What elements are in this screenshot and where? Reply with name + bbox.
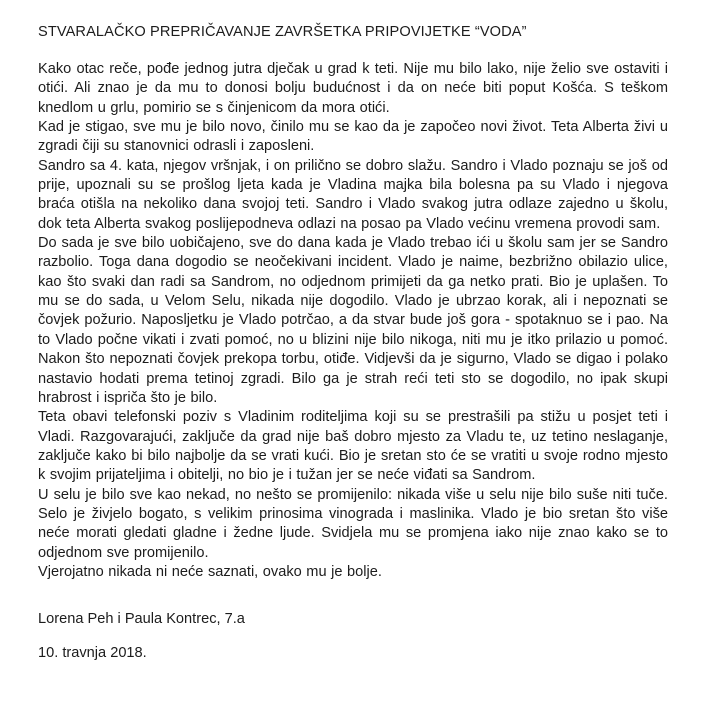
paragraph-2: Kad je stigao, sve mu je bilo novo, činilo mu se kao da je započeo novi život. Teta Alberta živi u zgradi čiji su stanovnici odrasli i zaposleni. xyxy=(38,119,668,155)
authors-line: Lorena Peh i Paula Kontrec, 7.a xyxy=(38,611,245,628)
paragraph-3: Sandro sa 4. kata, njegov vršnjak, i on prilično se dobro slažu. Sandro i Vlado poznaju se još od prije, upoznali su se prošlog ljeta kada je Vladina majka bila bolesna pa su Vlado i njegova braća otišla na nekoliko dana svojoj teti. Sandro i Vlado svakog jutra odlaze zajedno u školu, dok teta Alberta svakog poslijepodneva odlazi na posao pa Vlado većinu vremena provodi sam. xyxy=(38,157,668,232)
paragraph-7: Vjerojatno nikada ni neće saznati, ovako mu je bolje. xyxy=(38,563,382,580)
paragraph-6: U selu je bilo sve kao nekad, no nešto se promijenilo: nikada više u selu nije bilo suše niti tuče. Selo je živjelo bogato, s velikim prinosima vinograda i maslinika. Vlado je bio sretan što više neće morati gledati gladne i žedne ljude. Svidjela mu se promjena iako nije znao kako se to odjednom sve promijenilo. xyxy=(38,486,668,561)
date-line: 10. travnja 2018. xyxy=(38,644,147,661)
paragraph-4: Do sada je sve bilo uobičajeno, sve do dana kada je Vlado trebao ići u školu sam jer se Sandro razbolio. Toga dana dogodio se neočekivani incident. Vlado je naime, bezbrižno obilazio ulice, kao što svaki dan radi sa Sandrom, no odjednom primijeti da ga netko prati. Bio je uplašen. To mu se do sada, u Velom Selu, nikada nije dogodilo. Vlado je ubrzao korak, ali i nepoznati se čovjek požurio. Naposljetku je Vlado potrčao, a da stvar bude još gora - spotaknuo se i pao. Na to Vlado počne vikati i zvati pomoć, no u blizini nije bilo nikoga, niti mu je itko prilazio u pomoć. Nakon što nepoznati čovjek prekopa torbu, otiđe. Vidjevši da je sigurno, Vlado se digao i polako nastavio hodati prema tetinoj zgradi. Bilo ga je strah reći teti sto se dogodilo, no ipak skupi hrabrost i ispriča što je bilo. xyxy=(38,235,668,406)
document-title: STVARALAČKO PREPRIČAVANJE ZAVRŠETKA PRIPOVIJETKE “VODA” xyxy=(38,24,527,40)
paragraph-1: Kako otac reče, pođe jednog jutra dječak u grad k teti. Nije mu bilo lako, nije želio sve ostaviti i otići. Ali znao je da mu to donosi bolju budućnost i da on neće biti poput Košća. S teškom knedlom u grlu, pomirio se s činjenicom da mora otići. xyxy=(38,61,668,116)
paragraph-5: Teta obavi telefonski poziv s Vladinim roditeljima koji su se prestrašili pa stižu u posjet teti i Vladi. Razgovarajući, zaključe da grad nije baš dobro mjesto za Vladu te, uz tetino neslaganje, zaključe kako bi bilo najbolje da se vrati kući. Bio je sretan sto će se vratiti u svoje rodno mjesto k svojim prijateljima i obitelji, no bio je i tužan jer se neće viđati sa Sandrom. xyxy=(38,409,668,484)
